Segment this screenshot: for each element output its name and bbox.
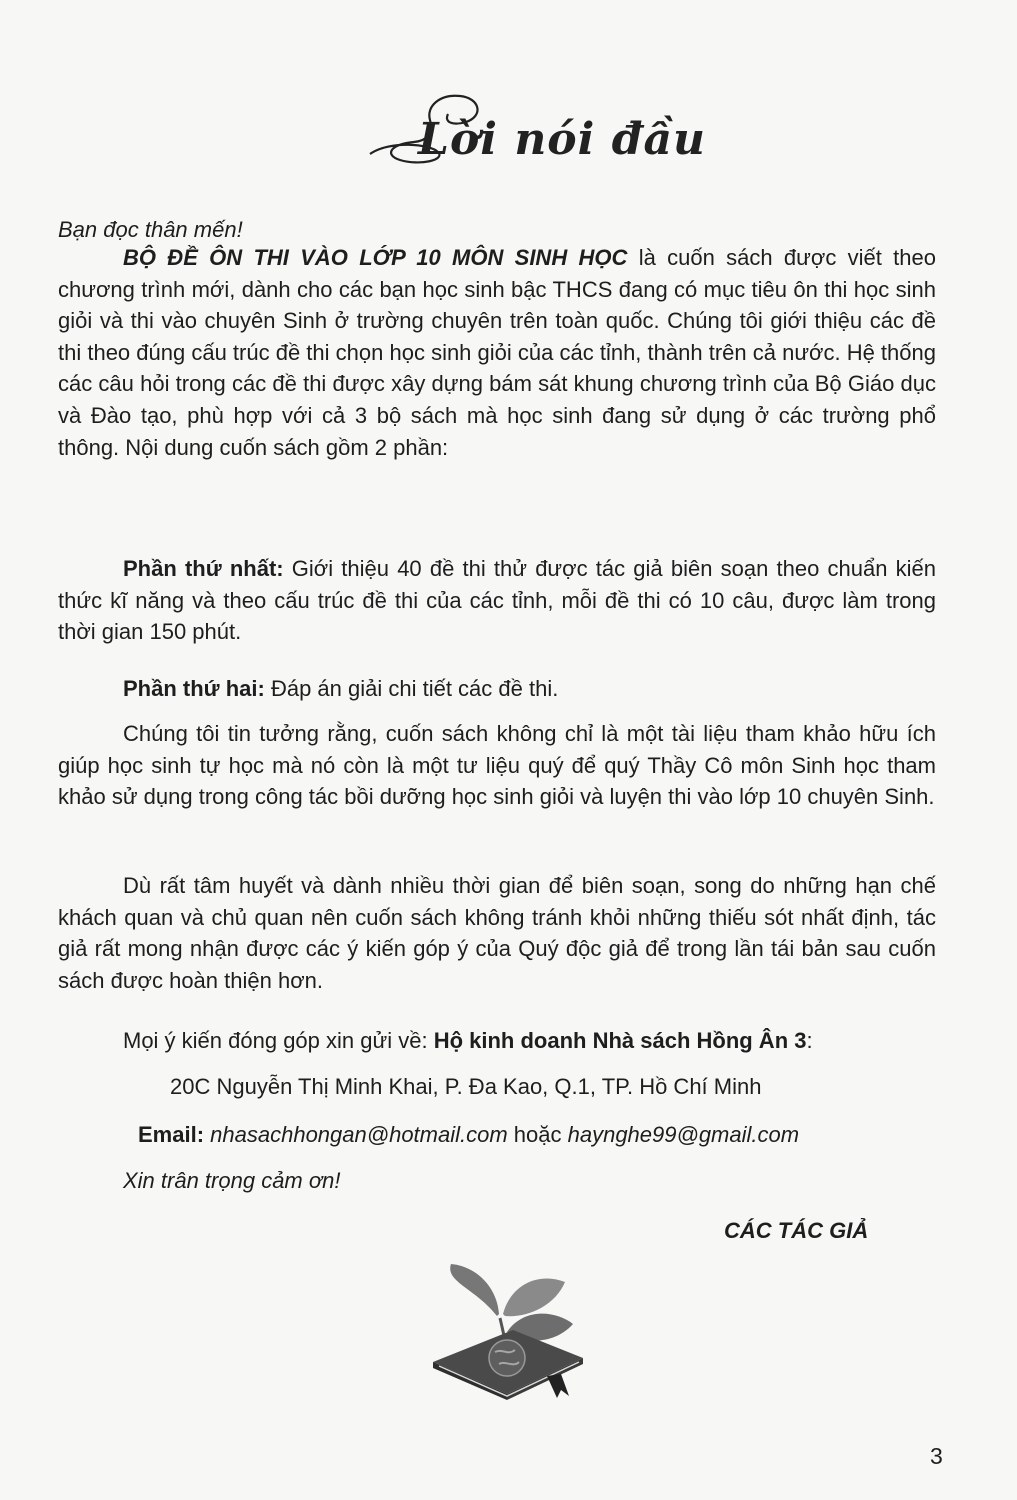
preface-title-text: Lời nói đầu [418, 114, 706, 165]
page-number: 3 [930, 1443, 943, 1469]
email-primary: nhasachhongan@hotmail.com [210, 1122, 508, 1147]
preface-title [360, 82, 706, 182]
thanks-line: Xin trân trọng cảm ơn! [123, 1168, 341, 1193]
contact-prefix: Mọi ý kiến đóng góp xin gửi về: [123, 1028, 434, 1053]
book-title: BỘ ĐỀ ÔN THI VÀO LỚP 10 MÔN SINH HỌC [123, 245, 628, 270]
address-line: 20C Nguyễn Thị Minh Khai, P. Đa Kao, Q.1, TP. Hồ Chí Minh [170, 1074, 762, 1099]
apology-text: Dù rất tâm huyết và dành nhiều thời gian để biên soạn, song do những hạn chế khách quan và chủ quan nên cuốn sách không tránh khỏi những thiếu sót nhất định, tác giả rất mong nhận được các ý kiến góp ý của Quý độc giả để trong lần tái bản sau cuốn sách được hoàn thiện hơn. [58, 873, 936, 993]
contact-org: Hộ kinh doanh Nhà sách Hồng Ân 3 [433, 1028, 807, 1053]
contact-line [123, 1028, 813, 1054]
book-with-plant-icon [415, 1258, 595, 1408]
part2-text: Đáp án giải chi tiết các đề thi. [264, 676, 559, 701]
email-or: hoặc [507, 1122, 568, 1147]
part1-text: Giới thiệu 40 đề thi thử được tác giả biên soạn theo chuẩn kiến thức kĩ năng và theo cấu trúc đề thi của các tỉnh, mỗi đề thi có 10 câu, được làm trong thời gian 150 phút. [58, 556, 936, 645]
email-secondary: haynghe99@gmail.com [567, 1122, 800, 1147]
belief-paragraph [58, 718, 936, 813]
email-line [138, 1122, 799, 1148]
part1-label: Phần thứ nhất: [123, 556, 284, 581]
email-label: Email: [138, 1122, 205, 1147]
intro-paragraph [58, 242, 936, 463]
belief-text: Chúng tôi tin tưởng rằng, cuốn sách không chỉ là một tài liệu tham khảo hữu ích giúp học sinh tự học mà nó còn là một tư liệu quý để quý Thầy Cô môn Sinh học tham khảo sử dụng trong công tác bồi dưỡng học sinh giỏi và luyện thi vào lớp 10 chuyên Sinh. [58, 721, 936, 810]
part2-paragraph [58, 673, 936, 705]
apology-paragraph [58, 870, 936, 996]
intro-text: là cuốn sách được viết theo chương trình mới, dành cho các bạn học sinh bậc THCS đang có mục tiêu ôn thi học sinh giỏi và thi vào chuyên Sinh ở trường chuyên trên toàn quốc. Chúng tôi giới thiệu các đề thi theo đúng cấu trúc đề thi chọn học sinh giỏi của các tỉnh, thành trên cả nước. Hệ thống các câu hỏi trong các đề thi được xây dựng bám sát khung chương trình của Bộ Giáo dục và Đào tạo, phù hợp với cả 3 bộ sách mà học sinh đang sử dụng ở các trường phổ thông. Nội dung cuốn sách gồm 2 phần: [58, 245, 936, 460]
greeting: Bạn đọc thân mến! [58, 217, 243, 242]
part2-label: Phần thứ hai: [123, 676, 265, 701]
authors-signature: CÁC TÁC GIẢ [724, 1218, 869, 1243]
contact-suffix: : [806, 1028, 813, 1053]
part1-paragraph [58, 553, 936, 648]
